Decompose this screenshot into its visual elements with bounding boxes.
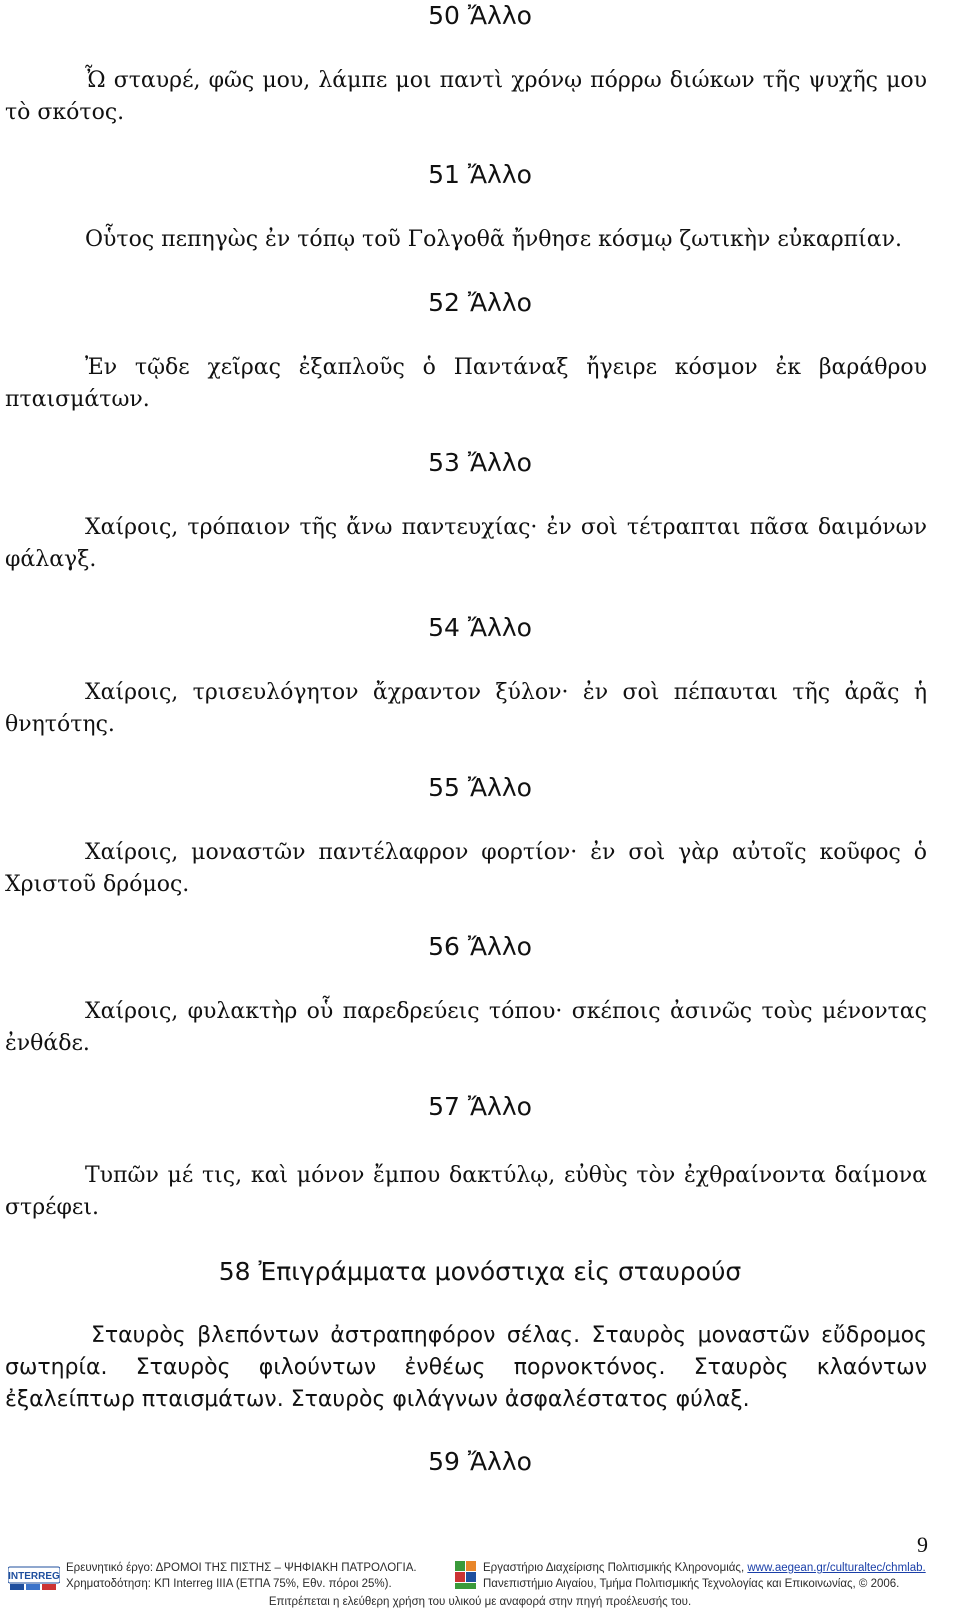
section-text: Τυπῶν μέ τις, καὶ μόνον ἔμπου δακτύλῳ, εὐθὺς τὸν ἐχθραίνοντα δαίμονα στρέφει.: [5, 1163, 927, 1220]
interreg-logo-icon: [8, 1565, 60, 1594]
page-footer: [0, 1560, 960, 1616]
section-heading: 51 Ἄλλο: [428, 160, 532, 189]
footer-lab-link[interactable]: www.aegean.gr/culturaltec/chmlab.: [747, 1562, 926, 1574]
section-heading: 56 Ἄλλο: [428, 932, 532, 961]
section-text: Χαίροις, τρισευλόγητον ἄχραντον ξύλον· ἐν σοὶ πέπαυται τῆς ἀρᾶς ἡ θνητότης.: [5, 680, 927, 737]
footer-lab-line: [483, 1562, 926, 1574]
interreg-logo-text: INTERREG: [8, 1571, 60, 1582]
section-heading: 55 Ἄλλο: [428, 773, 532, 802]
section-text: Χαίροις, τρόπαιον τῆς ἄνω παντευχίας· ἐν σοὶ τέτραπται πᾶσα δαιμόνων φάλαγξ.: [5, 515, 927, 572]
footer-university-line: Πανεπιστήμιο Αιγαίου, Τμήμα Πολιτισμικής Τεχνολογίας και Επικοινωνίας, © 2006.: [483, 1578, 900, 1590]
section-heading: 59 Ἄλλο: [428, 1447, 532, 1476]
section-text: Ἐν τῷδε χεῖρας ἐξαπλοῦς ὁ Παντάναξ ἤγειρε κόσμον ἐκ βαράθρου πταισμάτων.: [5, 355, 927, 412]
page-number: 9: [917, 1532, 928, 1557]
section-text: Χαίροις, φυλακτὴρ οὗ παρεδρεύεις τόπου· σκέποις ἀσινῶς τοὺς μένοντας ἐνθάδε.: [5, 999, 927, 1056]
section-text: Ὦ σταυρέ, φῶς μου, λάμπε μοι παντὶ χρόνῳ πόρρω διώκων τῆς ψυχῆς μου τὸ σκότος.: [5, 68, 927, 125]
footer-funding-line: Χρηματοδότηση: ΚΠ Interreg IIIA (ΕΤΠΑ 75%, Εθν. πόροι 25%).: [66, 1578, 392, 1590]
section-heading: 53 Ἄλλο: [428, 448, 532, 477]
section-heading: 58 Ἐπιγράμματα μονόστιχα εἰς σταυρούσ: [218, 1257, 742, 1286]
section-heading: 54 Ἄλλο: [428, 613, 532, 642]
footer-lab-name: Εργαστήριο Διαχείρισης Πολιτισμικής Κληρονομιάς,: [483, 1562, 745, 1574]
section-text: Σταυρὸς βλεπόντων ἀστραπηφόρον σέλας. Σταυρὸς μοναστῶν εὔδρομος σωτηρία. Σταυρὸς φιλούντων ἐνθέως πορνοκτόνος. Σταυρὸς κλαόντων ἐξαλείπτωρ πταισμάτων. Σταυρὸς φιλάγνων ἀσφαλέστατος φύλαξ.: [5, 1323, 927, 1412]
section-heading: 52 Ἄλλο: [428, 288, 532, 317]
section-heading: 50 Ἄλλο: [428, 1, 532, 30]
section-heading: 57 Ἄλλο: [428, 1092, 532, 1121]
footer-license-line: Επιτρέπεται η ελεύθερη χρήση του υλικού με αναφορά στην πηγή προέλευσής του.: [268, 1596, 692, 1608]
section-text: Χαίροις, μοναστῶν παντέλαφρον φορτίον· ἐν σοὶ γὰρ αὐτοῖς κοῦφος ὁ Χριστοῦ δρόμος.: [5, 840, 927, 897]
culture-lab-logo-icon: [455, 1561, 477, 1594]
section-text: Οὗτος πεπηγὼς ἐν τόπῳ τοῦ Γολγοθᾶ ἤνθησε κόσμῳ ζωτικὴν εὐκαρπίαν.: [85, 227, 902, 252]
footer-project-line: Ερευνητικό έργο: ΔΡΟΜΟΙ ΤΗΣ ΠΙΣΤΗΣ – ΨΗΦΙΑΚΗ ΠΑΤΡΟΛΟΓΙΑ.: [66, 1562, 417, 1574]
